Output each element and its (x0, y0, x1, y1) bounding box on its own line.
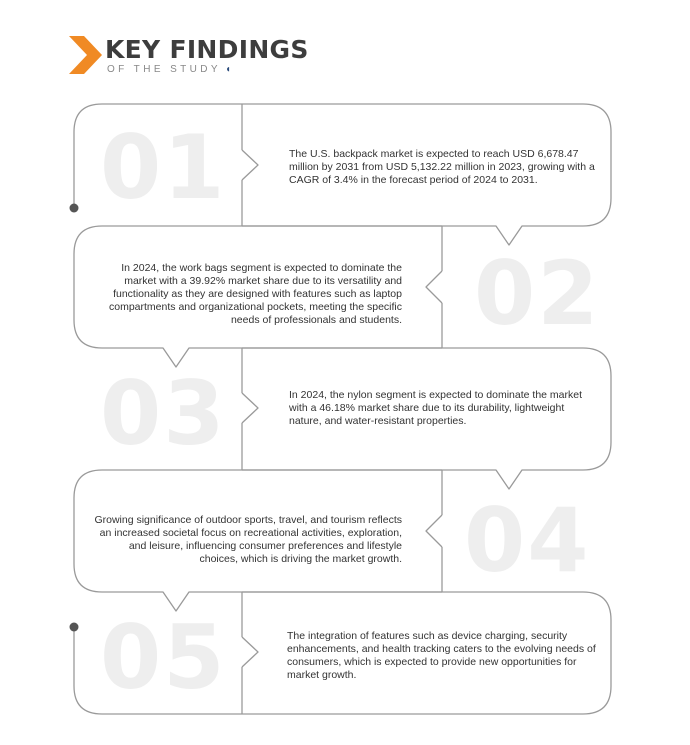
finding-number-5: 05 (100, 606, 227, 709)
finding-number-3: 03 (100, 362, 227, 465)
page-title: KEY FINDINGS (105, 35, 309, 64)
finding-text-1: The U.S. backpack market is expected to reach USD 6,678.47 million by 2031 from USD 5,132.22 million in 2023, growing with a CAGR of 3.4% in the forecast period of 2024 to 2031. (289, 148, 595, 186)
start-dot (70, 204, 79, 213)
finding-text-2: In 2024, the work bags segment is expected to dominate the market with a 39.92% market share due to its versatility and functionality as they are designed with features such as laptop compartments and organizational pockets, meeting the specific needs of professionals and students. (109, 262, 402, 326)
finding-text-3: In 2024, the nylon segment is expected to dominate the market with a 46.18% market share due to its durability, lightweight nature, and water-resistant properties. (289, 389, 583, 427)
finding-number-2: 02 (474, 242, 601, 345)
finding-number-4: 04 (464, 489, 591, 592)
end-dot (70, 623, 79, 632)
finding-number-1: 01 (100, 116, 227, 219)
page-subtitle: OF THE STUDY ◖ (107, 64, 232, 75)
finding-text-4: Growing significance of outdoor sports, travel, and tourism reflects an increased societal focus on recreational activities, exploration, and leisure, influencing consumer preferences and lifestyle choices, which is driving the market growth. (94, 514, 402, 565)
subtitle-dot-icon: ◖ (224, 64, 232, 75)
finding-text-5: The integration of features such as device charging, security enhancements, and health tracking caters to the evolving needs of consumers, which is expected to provide new opportunities for market growth. (287, 630, 596, 681)
